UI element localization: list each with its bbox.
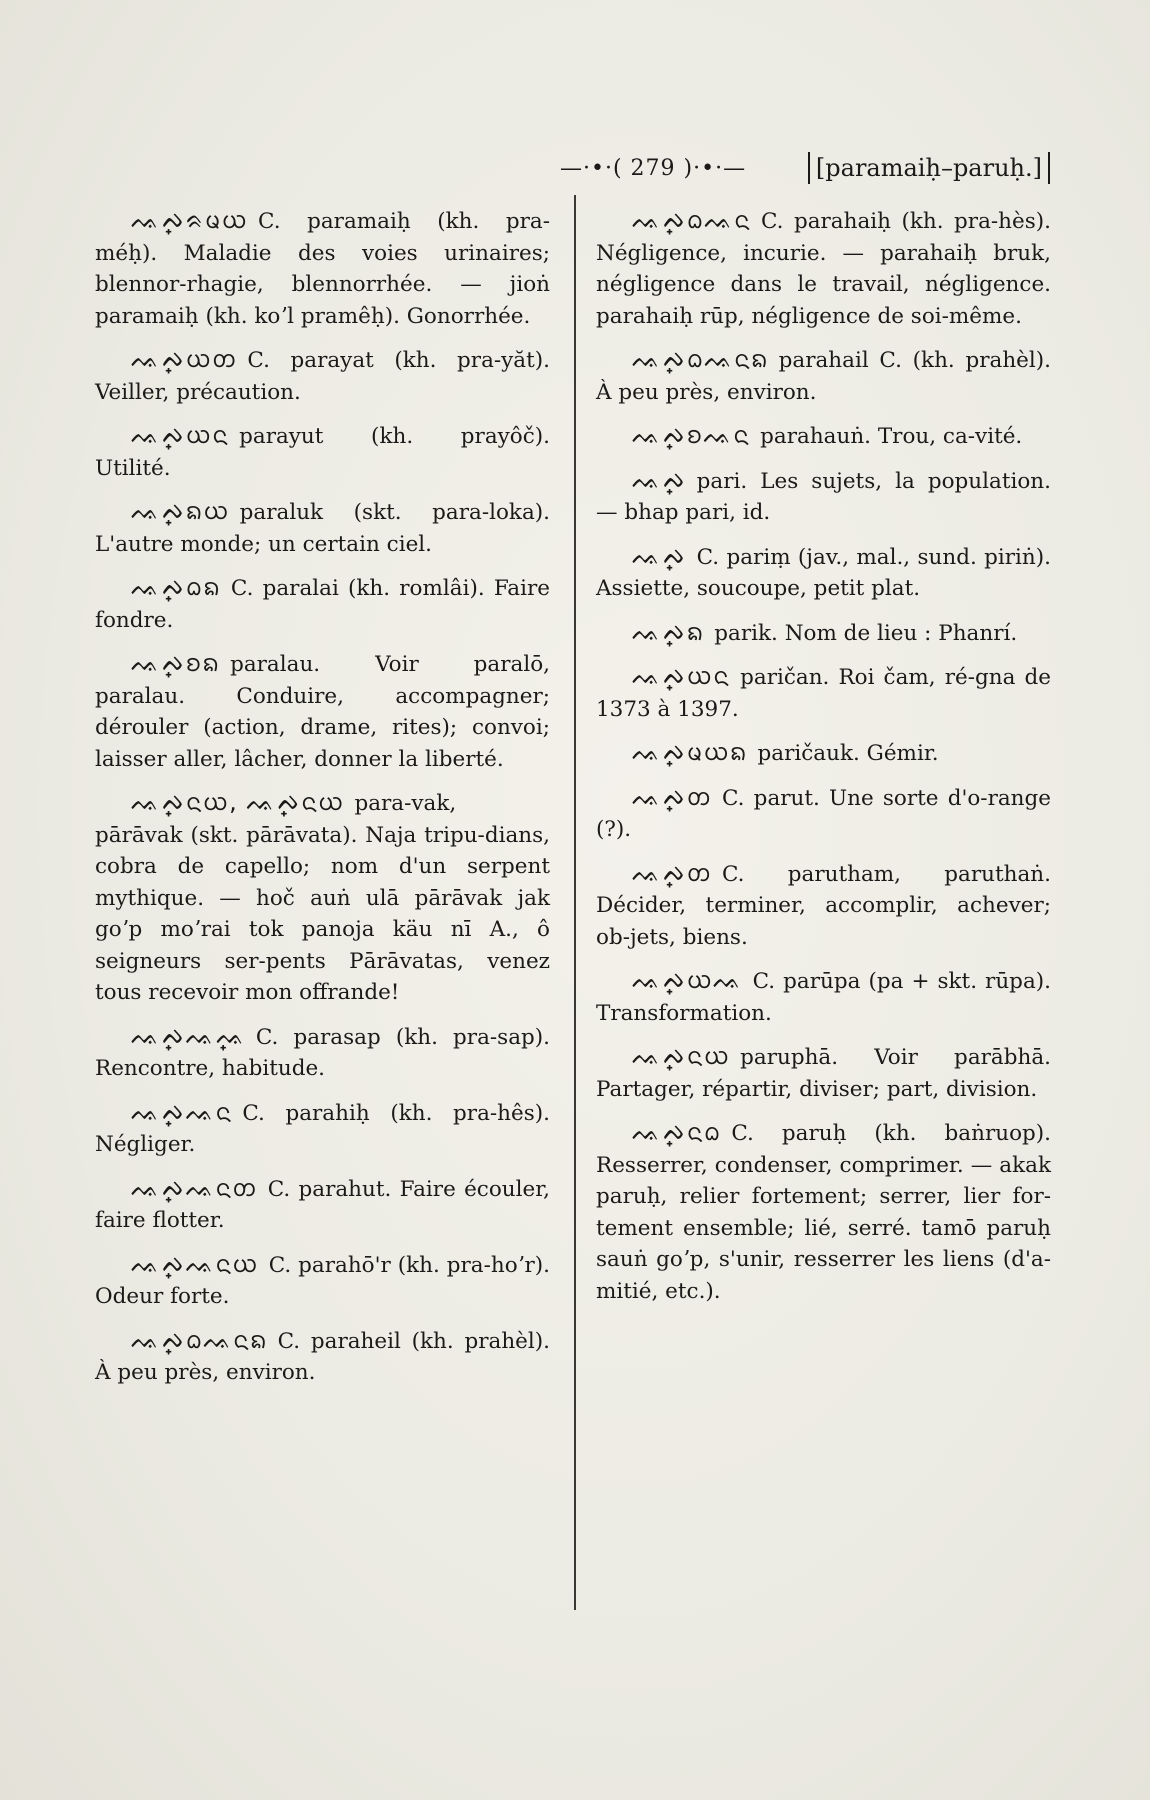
entry-text: C. parūpa (pa + skt. rūpa). Transformation.	[596, 969, 1051, 1026]
running-head: [paramaiḥ–paruḥ.]	[808, 152, 1050, 184]
dictionary-entry	[95, 572, 550, 636]
entry-text: paričan. Roi čam, ré-gna de 1373 à 1397.	[596, 665, 1051, 722]
cham-script-headword: ᨕ᩠ᨄᨿᨕ	[632, 966, 743, 994]
left-column	[95, 205, 550, 1401]
entry-text: C. paralai (kh. romlâi). Faire fondre.	[95, 576, 550, 633]
cham-script-headword: ᨕ᩠ᨄ	[632, 465, 687, 494]
cham-script-headword: ᨕ᩠ᨄᨲ	[632, 782, 712, 811]
entry-text: pari. Les sujets, la population. — bhap pari, id.	[596, 468, 1051, 525]
cham-script-headword: ᨕ᩠ᨄᨶᨿ, ᨕ᩠ᨄᨶᨿ	[131, 788, 345, 816]
dictionary-entry	[596, 344, 1051, 408]
entry-text: C. parahō'r (kh. pra-hoʼr). Odeur forte.	[95, 1252, 550, 1309]
entry-text: C. paramaiḥ (kh. pra-méḥ). Maladie des voies urinaires; blennor-rhagie, blennorrhée. — jioṅ paramaiḥ (kh. koʼl pramêḥ). Gonorrhée.	[95, 209, 550, 329]
entry-text: parahail C. (kh. prahèl). À peu près, environ.	[596, 348, 1051, 405]
cham-script-headword: ᨕ᩠ᨄᨦᨿ	[131, 497, 230, 525]
dictionary-entry	[95, 496, 550, 560]
dictionary-entry	[596, 420, 1051, 453]
cham-script-headword: ᨕ᩠ᨄᨵᨦ	[131, 573, 221, 601]
dictionary-entry	[95, 648, 550, 775]
cham-script-headword: ᨕ᩠ᨄᨕᨶᨿ	[131, 1249, 259, 1278]
dictionary-entry	[596, 782, 1051, 846]
entry-text: paričauk. Gémir.	[757, 741, 939, 766]
dictionary-entry	[95, 1173, 550, 1237]
cham-script-headword: ᨕ᩠ᨄᨾᨿᨦ	[632, 738, 748, 766]
dictionary-entry	[596, 541, 1051, 605]
cham-script-headword: ᨕ᩠ᨄᨕᨶᨲ	[131, 1173, 258, 1202]
cham-script-headword: ᨕ᩠ᨄᨕ᩠ᨕ	[131, 1021, 246, 1050]
cham-script-headword: ᨕ᩠ᨄᨵᨕᨶᨦ	[632, 345, 769, 373]
entry-text: C. parayat (kh. pra-yăt). Veiller, précaution.	[95, 348, 550, 405]
entry-text: C. parasap (kh. pra-sap). Rencontre, habitude.	[95, 1024, 550, 1081]
dictionary-entry	[95, 420, 550, 484]
cham-script-headword: ᨕ᩠ᨄᨵᨕᨶ	[632, 206, 751, 234]
dictionary-entry	[95, 1097, 550, 1161]
right-column	[596, 205, 1051, 1319]
cham-script-headword: ᨕ᩠ᨄᨕᨶ	[131, 1097, 233, 1126]
entry-text: parayut (kh. prayôč). Utilité.	[95, 424, 550, 481]
dictionary-entry	[95, 344, 550, 408]
dictionary-entry	[596, 1041, 1051, 1105]
entry-text: C. paruḥ (kh. baṅruop). Resserrer, condenser, comprimer. — akak paruḥ, relier fortement; serrer, lier for-tement ensemble; lié, serré. tamō paruḥ sauṅ goʼp, s'unir, resserrer les liens (d'a-mitié, etc.).	[596, 1121, 1051, 1304]
dictionary-entry	[95, 205, 550, 332]
page-header	[90, 152, 1050, 192]
entry-text: C. parut. Une sorte d'o-range (?).	[596, 785, 1051, 842]
cham-script-headword: ᨕ᩠ᨄᨵᨕᨶᨦ	[131, 1325, 268, 1354]
cham-script-headword: ᨕ᩠ᨄᨧᨕᨶ	[632, 421, 751, 449]
entry-text: parik. Nom de lieu : Phanrí.	[714, 620, 1018, 646]
dictionary-entry	[95, 1249, 550, 1313]
cham-script-headword: ᨕ᩠ᨄᨧᨦ	[131, 649, 221, 677]
entry-text: C. paraheil (kh. prahèl). À peu près, environ.	[95, 1328, 550, 1385]
dictionary-entry	[596, 205, 1051, 332]
entry-text: C. parahaiḥ (kh. pra-hès). Négligence, incurie. — parahaiḥ bruk, négligence dans le travail, négligence. parahaiḥ rūp, négligence de soi-même.	[596, 209, 1051, 329]
dictionary-entry	[596, 737, 1051, 770]
entry-text: paruphā. Voir parābhā. Partager, répartir, diviser; part, division.	[596, 1045, 1051, 1102]
entry-text: C. parahut. Faire écouler, faire flotter.	[95, 1176, 550, 1233]
dictionary-entry	[95, 1325, 550, 1389]
dictionary-entry	[95, 1021, 550, 1085]
cham-script-headword: ᨕ᩠ᨄᨶᨿ	[632, 1042, 731, 1070]
entry-text: C. parahiḥ (kh. pra-hês). Négliger.	[95, 1100, 550, 1157]
cham-script-headword: ᨕ᩠ᨄᨶᨵ	[632, 1118, 722, 1146]
dictionary-entry	[596, 661, 1051, 725]
cham-script-headword: ᨕ᩠ᨄᨦ	[632, 617, 705, 646]
page-number: —·•·( 279 )·•·—	[560, 156, 747, 181]
dictionary-entry	[596, 465, 1051, 529]
cham-script-headword: ᨕ᩠ᨄ	[632, 541, 687, 570]
entry-text: paralau. Voir paralō, paralau. Conduire, accompagner; dérouler (action, drame, rites); convoi; laisser aller, lâcher, donner la liberté.	[95, 652, 550, 772]
cham-script-headword: ᨕ᩠ᨄᨑᨾᨿ	[131, 206, 249, 234]
entry-text: paraluk (skt. para-loka). L'autre monde; un certain ciel.	[95, 500, 550, 557]
entry-text: C. pariṃ (jav., mal., sund. piriṅ). Assiette, soucoupe, petit plat.	[596, 544, 1051, 601]
dictionary-entry	[596, 617, 1051, 650]
dictionary-entry	[596, 858, 1051, 954]
entry-text: C. parutham, paruthaṅ. Décider, terminer, accomplir, achever; ob-jets, biens.	[596, 861, 1051, 950]
dictionary-entry	[596, 1117, 1051, 1307]
entry-text: para-vak, pārāvak (skt. pārāvata). Naja tripu-dians, cobra de capello; nom d'un serpent mythique. — hoč auṅ ulā pārāvak jak goʼp moʼrai tok panoja käu nī A., ô seigneurs ser-pents Pārāvatas, venez tous recevoir mon offrande!	[95, 791, 550, 1005]
dictionary-entry	[95, 787, 550, 1009]
dictionary-entry	[596, 965, 1051, 1029]
cham-script-headword: ᨕ᩠ᨄᨲ	[632, 858, 712, 887]
cham-script-headword: ᨕ᩠ᨄᨿᨶ	[632, 662, 731, 690]
entry-text: parahauṅ. Trou, ca-vité.	[760, 424, 1023, 449]
cham-script-headword: ᨕ᩠ᨄᨿᨲ	[131, 345, 238, 373]
cham-script-headword: ᨕ᩠ᨄᨿᨶ	[131, 421, 230, 449]
column-divider	[574, 195, 576, 1610]
